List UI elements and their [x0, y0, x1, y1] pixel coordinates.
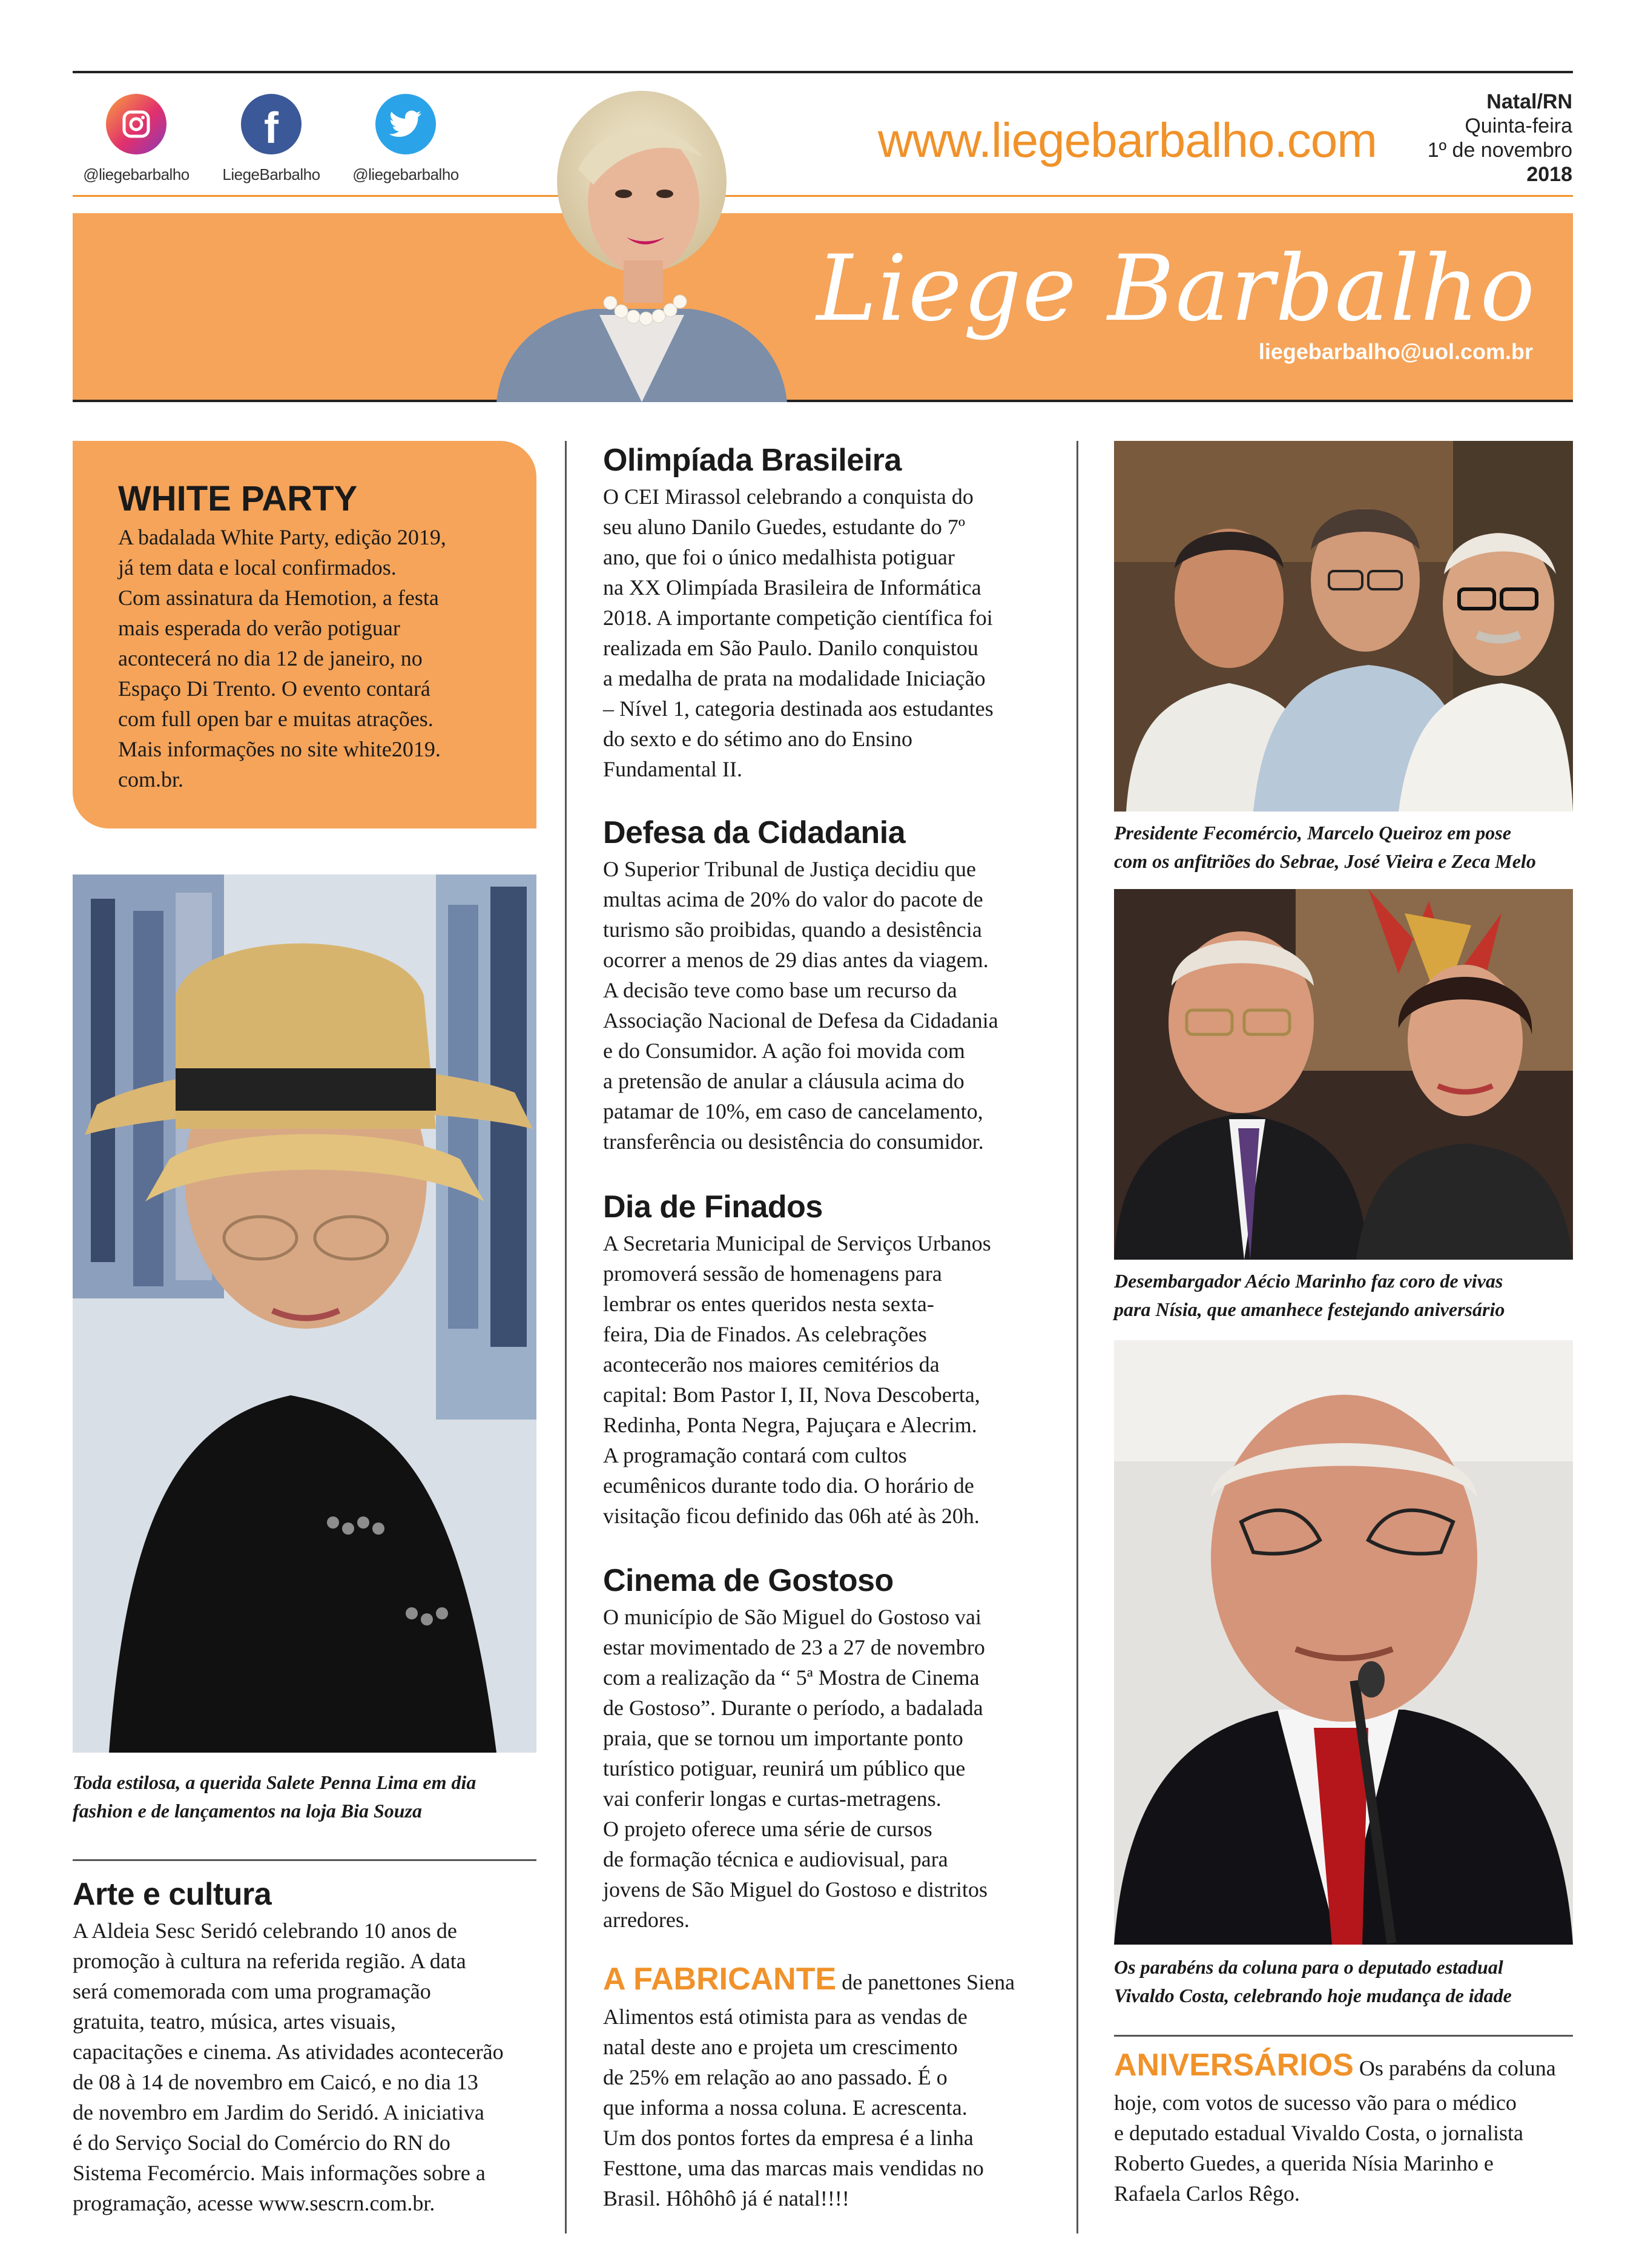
white-party-text: A badalada White Party, edição 2019, já tem data e local confirmados. Com assinatura da Hemotion, a festa mais esperada do verão potiguar acontecerá no dia 12 de janeiro, no Espaço Di Trento. O evento contará com full open bar e muitas atrações. Mais informações no site white2019. com.br.: [118, 525, 446, 792]
photo-right-1-caption: Presidente Fecomércio, Marcelo Queiroz em pose com os anfitriões do Sebrae, José Vieira e Zeca Melo: [1114, 822, 1536, 872]
fabricante-lead: A FABRICANTE: [603, 1962, 837, 1997]
column-name: Liege Barbalho: [816, 236, 1536, 342]
aniversarios-lead: ANIVERSÁRIOS: [1114, 2048, 1354, 2083]
aniversarios-text: hoje, com votos de sucesso vão para o médico e deputado estadual Vivaldo Costa, o jornalista Roberto Guedes, a querida Nísia Marinho e Rafaela Carlos Rêgo.: [1114, 2091, 1524, 2206]
city: Natal/RN: [1486, 90, 1572, 113]
cinema-text: O município de São Miguel do Gostoso vai estar movimentado de 23 a 27 de novembro com a realização da “ 5ª Mostra de Cinema de Gostoso”. Durante o período, a badalada praia, que se tornou um importante ponto turístico potiguar, reunirá um público que vai conferir longas e curtas-metragens. O projeto oferece uma série de cursos de formação técnica e audiovisual, para jovens de São Miguel do Gostoso e distritos arredores.: [603, 1605, 987, 1932]
olimpiada-text: O CEI Mirassol celebrando a conquista do seu aluno Danilo Guedes, estudante do 7º ano, que foi o único medalhista potiguar na XX Olimpíada Brasileira de Informática 2018. A importante competição científica foi realizada em São Paulo. Danilo conquistou a medalha de prata na modalidade Iniciação – Nível 1, categoria destinada aos estudantes do sexto e do sétimo ano do Ensino Fundamental II.: [603, 484, 994, 781]
site-url[interactable]: www.liegebarbalho.com: [878, 113, 1377, 167]
finados-text: A Secretaria Municipal de Serviços Urbanos promoverá sessão de homenagens para lembrar os entes queridos nesta sexta- feira, Dia de Finados. As celebrações acontecerão nos maiores cemitérios da capital: Bom Pastor I, II, Nova Descoberta, Redinha, Ponta Negra, Pajuçara e Alecrim. A programação contará com cultos ecumênicos durante todo dia. O horário de visitação ficou definido das 06h até às 20h.: [603, 1231, 991, 1528]
finados-title: Dia de Finados: [603, 1189, 823, 1225]
facebook-handle: LiegeBarbalho: [222, 165, 320, 183]
arte-cultura-text: A Aldeia Sesc Seridó celebrando 10 anos de promoção à cultura na referida região. A data será comemorada com uma programação gratuita, teatro, música, artes visuais, capacitações e cinema. As atividades acontecerão de 08 à 14 de novembro em Caicó, e no dia 13 de novembro em Jardim do Seridó. A iniciativa é do Serviço Social do Comércio do RN do Sistema Fecomércio. Mais informações sobre a programação, acesse www.sescrn.com.br.: [73, 1919, 504, 2215]
photo-salete-penna-lima: [73, 874, 536, 1753]
aniversarios-first-text: Os parabéns da coluna: [1353, 2056, 1556, 2080]
olimpiada-title: Olimpíada Brasileira: [603, 443, 902, 478]
photo-vivaldo-costa: [1114, 1340, 1573, 1945]
photo-right-2-caption: Desembargador Aécio Marinho faz coro de vivas para Nísia, que amanhece festejando aniversário: [1114, 1270, 1505, 1320]
columnist-email[interactable]: liegebarbalho@uol.com.br: [1258, 339, 1533, 364]
photo-right-3-caption: Os parabéns da coluna para o deputado estadual Vivaldo Costa, celebrando hoje mudança de idade: [1114, 1956, 1512, 2006]
arte-cultura-title: Arte e cultura: [73, 1877, 272, 1912]
instagram-link[interactable]: [58, 94, 215, 184]
left-section-rule: [73, 1859, 536, 1861]
top-rule: [73, 71, 1573, 73]
facebook-link[interactable]: [193, 94, 350, 184]
banner-bottom-rule: [73, 400, 1573, 402]
header-orange-rule: [73, 195, 1573, 197]
instagram-handle: @liegebarbalho: [83, 165, 190, 183]
fabricante-text: Alimentos está otimista para as vendas de natal deste ano e projeta um crescimento de 25% em relação ao ano passado. É o que informa a nossa coluna. E acrescenta. Um dos pontos fortes da empresa é a linha Festtone, uma das marcas mais vendidas no Brasil. Hôhôhô já é natal!!!!: [603, 2005, 984, 2210]
cidadania-title: Defesa da Cidadania: [603, 815, 906, 850]
date: 1º de novembro: [1427, 139, 1572, 162]
cinema-title: Cinema de Gostoso: [603, 1563, 894, 1598]
columnist-portrait: [472, 79, 811, 402]
date-block: [1428, 90, 1572, 187]
fabricante-first-line: [603, 1961, 1063, 1997]
twitter-icon: [375, 94, 436, 154]
year: 2018: [1526, 163, 1572, 186]
photo-aecio-nisia-marinho: [1114, 889, 1573, 1260]
twitter-link[interactable]: [327, 94, 484, 184]
instagram-icon: [106, 94, 166, 154]
facebook-icon: f: [241, 94, 302, 154]
weekday: Quinta-feira: [1465, 114, 1572, 137]
white-party-title: WHITE PARTY: [118, 479, 358, 518]
twitter-handle: @liegebarbalho: [352, 165, 459, 183]
column-rule-left: [565, 441, 567, 2233]
column-rule-right: [1076, 441, 1078, 2233]
aniversarios-first-line: [1114, 2047, 1586, 2083]
photo-fecomercio-sebrae: [1114, 441, 1573, 812]
fabricante-first-text: de panettones Siena: [836, 1970, 1015, 1994]
photo-left-caption: Toda estilosa, a querida Salete Penna Lima em dia fashion e de lançamentos na loja Bia Souza: [73, 1771, 476, 1822]
right-section-rule: [1114, 2035, 1573, 2037]
cidadania-text: O Superior Tribunal de Justiça decidiu que multas acima de 20% do valor do pacote de turismo são proibidas, quando a desistência ocorrer a menos de 29 dias antes da viagem. A decisão teve como base um recurso da Associação Nacional de Defesa da Cidadania e do Consumidor. A ação foi movida com a pretensão de anular a cláusula acima do patamar de 10%, em caso de cancelamento, transferência ou desistência do consumidor.: [603, 857, 998, 1154]
